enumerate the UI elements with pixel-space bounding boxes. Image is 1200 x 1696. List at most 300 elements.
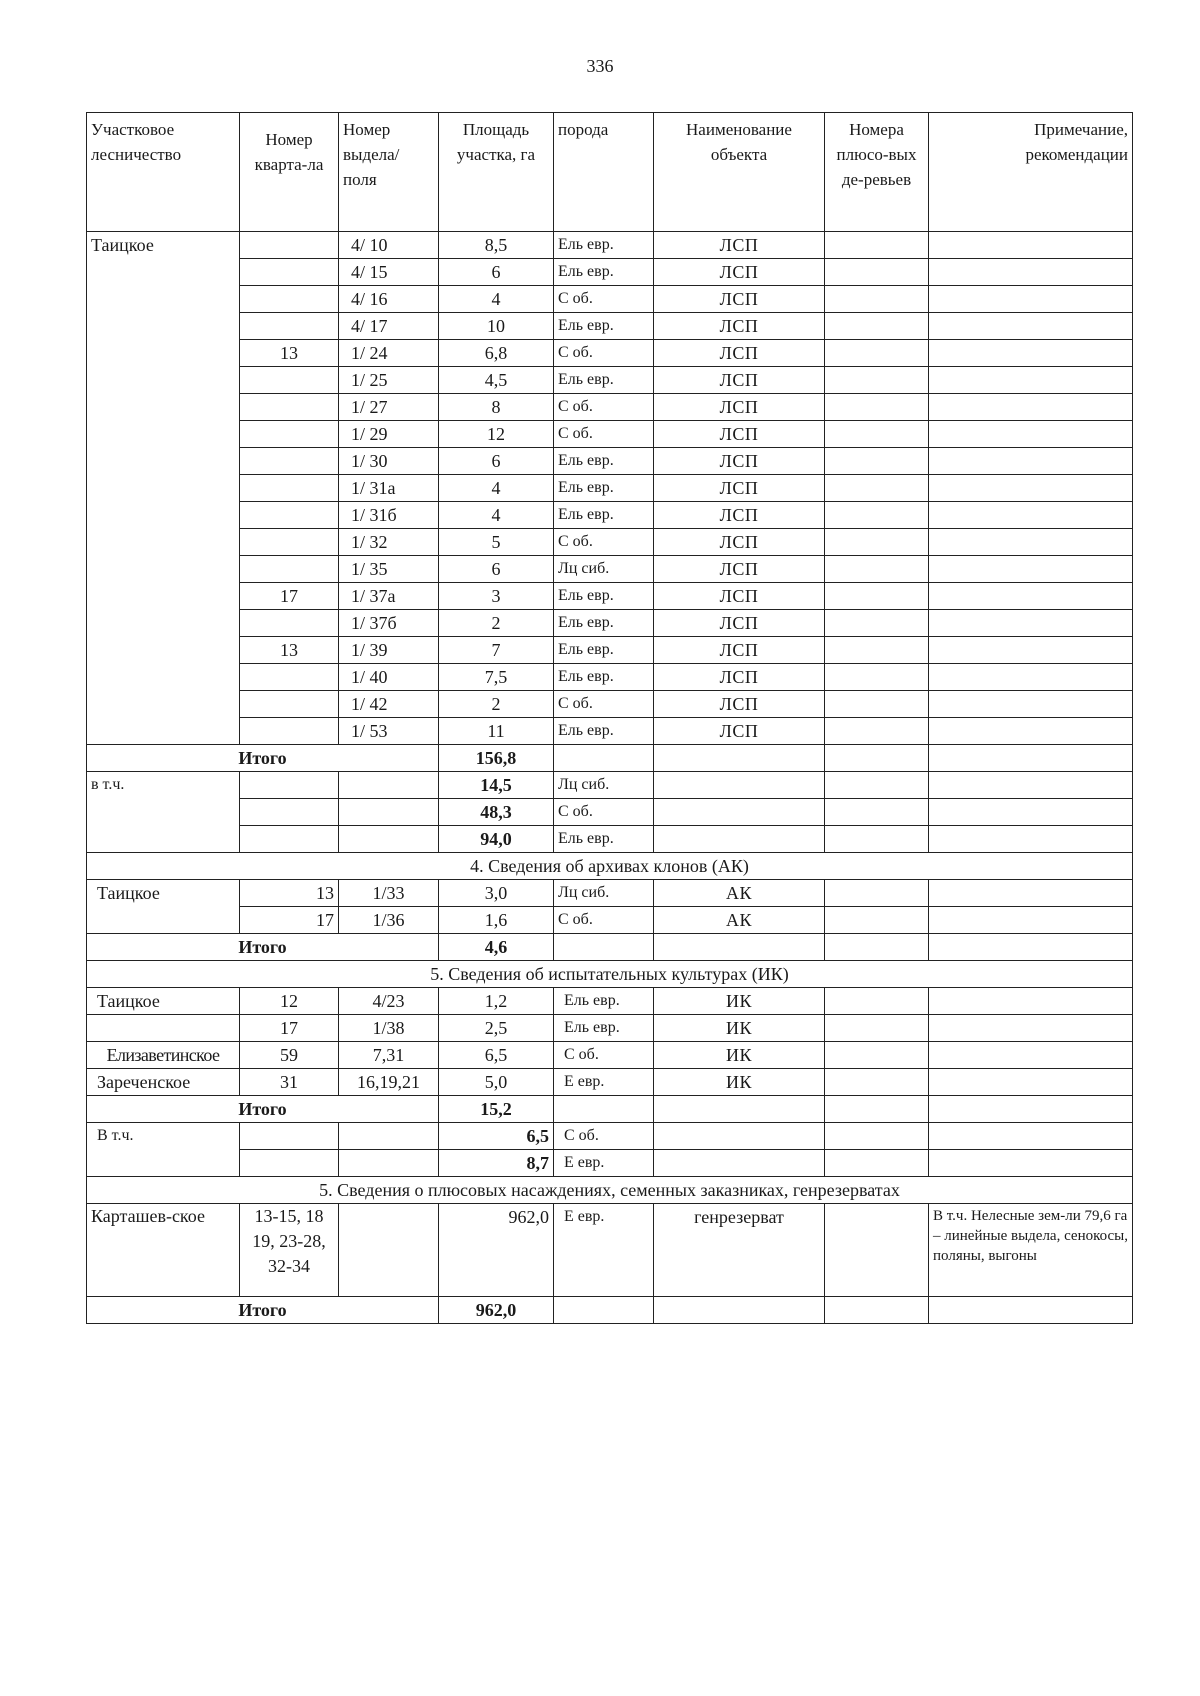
section-cell: 1/ 30	[339, 448, 439, 475]
table-row	[87, 1015, 1133, 1042]
object-cell: АК	[654, 880, 825, 907]
subtotal-area: 48,3	[439, 799, 554, 826]
plus-trees-cell	[825, 988, 929, 1015]
plus-trees-cell	[825, 502, 929, 529]
table-row	[87, 556, 1133, 583]
table-row	[87, 691, 1133, 718]
header-object: Наименование объекта	[654, 113, 825, 232]
empty-cell	[339, 826, 439, 853]
empty-cell	[929, 1096, 1133, 1123]
species-cell: Ель евр.	[554, 718, 654, 745]
area-cell: 5	[439, 529, 554, 556]
total-row	[87, 934, 1133, 961]
total-label: Итого	[87, 745, 439, 772]
total-row	[87, 1096, 1133, 1123]
forestry-cell: Карташев-ское	[87, 1204, 240, 1297]
section-cell: 1/33	[339, 880, 439, 907]
quarter-cell	[240, 610, 339, 637]
empty-cell	[554, 745, 654, 772]
quarter-cell: 31	[240, 1069, 339, 1096]
header-area: Площадь участка, га	[439, 113, 554, 232]
species-cell: Е евр.	[554, 1204, 654, 1297]
area-cell: 6	[439, 259, 554, 286]
empty-cell	[654, 745, 825, 772]
species-cell: С об.	[554, 394, 654, 421]
total-label: Итого	[87, 1096, 439, 1123]
subtotal-species: С об.	[554, 1123, 654, 1150]
quarter-cell: 13	[240, 880, 339, 907]
area-cell: 10	[439, 313, 554, 340]
table-row	[87, 286, 1133, 313]
section-cell: 1/ 32	[339, 529, 439, 556]
object-cell: ЛСП	[654, 286, 825, 313]
quarter-cell	[240, 394, 339, 421]
plus-trees-cell	[825, 1069, 929, 1096]
subtotal-row	[87, 1123, 1133, 1150]
plus-trees-cell	[825, 286, 929, 313]
quarter-cell: 13	[240, 340, 339, 367]
empty-cell	[825, 799, 929, 826]
species-cell: Ель евр.	[554, 367, 654, 394]
header-forestry: Участковое лесничество	[87, 113, 240, 232]
section-cell: 1/ 27	[339, 394, 439, 421]
species-cell: Ель евр.	[554, 259, 654, 286]
section-cell: 1/ 29	[339, 421, 439, 448]
object-cell: ЛСП	[654, 556, 825, 583]
note-cell	[929, 610, 1133, 637]
plus-trees-cell	[825, 259, 929, 286]
table-row	[87, 610, 1133, 637]
object-cell: ЛСП	[654, 448, 825, 475]
species-cell: С об.	[554, 907, 654, 934]
empty-cell	[654, 772, 825, 799]
section-cell: 16,19,21	[339, 1069, 439, 1096]
empty-cell	[825, 745, 929, 772]
quarter-cell	[240, 259, 339, 286]
species-cell: Ель евр.	[554, 988, 654, 1015]
note-cell: В т.ч. Нелесные зем-ли 79,6 га – линейные выдела, сенокосы, поляны, выгоны	[929, 1204, 1133, 1297]
note-cell	[929, 718, 1133, 745]
section-cell: 1/38	[339, 1015, 439, 1042]
section-cell: 1/ 31а	[339, 475, 439, 502]
species-cell: Ель евр.	[554, 637, 654, 664]
table-row	[87, 340, 1133, 367]
table-row	[87, 448, 1133, 475]
section-title: 5. Сведения о плюсовых насаждениях, семенных заказниках, генрезерватах	[87, 1177, 1133, 1204]
quarter-cell	[240, 448, 339, 475]
empty-cell	[339, 772, 439, 799]
note-cell	[929, 907, 1133, 934]
table-row	[87, 637, 1133, 664]
note-cell	[929, 664, 1133, 691]
area-cell: 2	[439, 610, 554, 637]
plus-trees-cell	[825, 718, 929, 745]
subtotal-species: Ель евр.	[554, 826, 654, 853]
quarter-cell	[240, 286, 339, 313]
quarter-cell	[240, 718, 339, 745]
subtotal-species: С об.	[554, 799, 654, 826]
species-cell: С об.	[554, 1042, 654, 1069]
subtotal-row	[87, 826, 1133, 853]
species-cell: Ель евр.	[554, 1015, 654, 1042]
quarter-cell	[240, 421, 339, 448]
plus-trees-cell	[825, 907, 929, 934]
area-cell: 2	[439, 691, 554, 718]
header-row	[87, 113, 1133, 232]
species-cell: Лц сиб.	[554, 556, 654, 583]
forestry-cell: Таицкое	[87, 988, 240, 1015]
subtotal-area: 6,5	[439, 1123, 554, 1150]
forestry-cell: Таицкое	[87, 880, 240, 934]
table-row	[87, 475, 1133, 502]
empty-cell	[825, 1297, 929, 1324]
page-number: 336	[586, 56, 614, 76]
object-cell: ЛСП	[654, 610, 825, 637]
section-cell	[339, 1204, 439, 1297]
area-cell: 3	[439, 583, 554, 610]
section-cell: 1/ 31б	[339, 502, 439, 529]
table-row	[87, 1069, 1133, 1096]
plus-trees-cell	[825, 367, 929, 394]
quarter-cell	[240, 475, 339, 502]
section-cell: 1/ 39	[339, 637, 439, 664]
quarter-cell	[240, 367, 339, 394]
header-quarter: Номер кварта-ла	[240, 113, 339, 232]
quarter-cell: 12	[240, 988, 339, 1015]
note-cell	[929, 529, 1133, 556]
table-row	[87, 529, 1133, 556]
note-cell	[929, 988, 1133, 1015]
table-row	[87, 718, 1133, 745]
note-cell	[929, 583, 1133, 610]
empty-cell	[929, 772, 1133, 799]
incl-label: в т.ч.	[87, 772, 240, 853]
subtotal-area: 94,0	[439, 826, 554, 853]
table-row	[87, 502, 1133, 529]
header-note: Примечание, рекомендации	[929, 113, 1133, 232]
quarter-cell	[240, 691, 339, 718]
area-cell: 8	[439, 394, 554, 421]
plus-trees-cell	[825, 313, 929, 340]
forest-objects-table	[86, 112, 1133, 1324]
area-cell: 3,0	[439, 880, 554, 907]
note-cell	[929, 691, 1133, 718]
object-cell: ЛСП	[654, 394, 825, 421]
quarter-cell: 17	[240, 583, 339, 610]
area-cell: 4,5	[439, 367, 554, 394]
section-cell: 1/ 37а	[339, 583, 439, 610]
plus-trees-cell	[825, 1015, 929, 1042]
empty-cell	[929, 1150, 1133, 1177]
object-cell: ИК	[654, 1042, 825, 1069]
section-cell: 1/ 24	[339, 340, 439, 367]
object-cell: ЛСП	[654, 664, 825, 691]
species-cell: Ель евр.	[554, 502, 654, 529]
plus-trees-cell	[825, 1042, 929, 1069]
empty-cell	[339, 1150, 439, 1177]
table-row	[87, 1204, 1133, 1297]
plus-trees-cell	[825, 475, 929, 502]
section-cell: 7,31	[339, 1042, 439, 1069]
area-cell: 4	[439, 502, 554, 529]
area-cell: 7	[439, 637, 554, 664]
note-cell	[929, 475, 1133, 502]
empty-cell	[554, 934, 654, 961]
empty-cell	[929, 934, 1133, 961]
quarter-cell: 17	[240, 907, 339, 934]
area-cell: 7,5	[439, 664, 554, 691]
table-row	[87, 367, 1133, 394]
note-cell	[929, 313, 1133, 340]
table-row	[87, 1042, 1133, 1069]
plus-trees-cell	[825, 448, 929, 475]
species-cell: Ель евр.	[554, 475, 654, 502]
species-cell: С об.	[554, 421, 654, 448]
plus-trees-cell	[825, 556, 929, 583]
area-cell: 6,5	[439, 1042, 554, 1069]
empty-cell	[339, 799, 439, 826]
subtotal-row	[87, 772, 1133, 799]
object-cell: ЛСП	[654, 475, 825, 502]
section-cell: 1/ 25	[339, 367, 439, 394]
empty-cell	[554, 1096, 654, 1123]
section-title-row	[87, 1177, 1133, 1204]
object-cell: ЛСП	[654, 583, 825, 610]
total-row	[87, 1297, 1133, 1324]
species-cell: Ель евр.	[554, 583, 654, 610]
area-cell: 6,8	[439, 340, 554, 367]
header-plus-trees: Номера плюсо-вых де-ревьев	[825, 113, 929, 232]
section-cell: 1/36	[339, 907, 439, 934]
empty-cell	[825, 934, 929, 961]
quarter-cell	[240, 313, 339, 340]
area-cell: 962,0	[439, 1204, 554, 1297]
area-cell: 8,5	[439, 232, 554, 259]
object-cell: ЛСП	[654, 691, 825, 718]
area-cell: 1,2	[439, 988, 554, 1015]
empty-cell	[825, 1123, 929, 1150]
note-cell	[929, 880, 1133, 907]
section-title-row	[87, 853, 1133, 880]
area-cell: 1,6	[439, 907, 554, 934]
subtotal-species: Е евр.	[554, 1150, 654, 1177]
object-cell: ЛСП	[654, 718, 825, 745]
empty-cell	[339, 1123, 439, 1150]
subtotal-area: 14,5	[439, 772, 554, 799]
total-area: 15,2	[439, 1096, 554, 1123]
header-species: порода	[554, 113, 654, 232]
quarter-cell	[240, 664, 339, 691]
empty-cell	[654, 1297, 825, 1324]
object-cell: ЛСП	[654, 340, 825, 367]
note-cell	[929, 259, 1133, 286]
species-cell: Ель евр.	[554, 664, 654, 691]
quarter-cell	[240, 502, 339, 529]
empty-cell	[654, 799, 825, 826]
note-cell	[929, 232, 1133, 259]
empty-cell	[240, 799, 339, 826]
subtotal-area: 8,7	[439, 1150, 554, 1177]
species-cell: Ель евр.	[554, 448, 654, 475]
section-cell: 1/ 35	[339, 556, 439, 583]
total-label: Итого	[87, 934, 439, 961]
object-cell: ИК	[654, 1069, 825, 1096]
plus-trees-cell	[825, 1204, 929, 1297]
plus-trees-cell	[825, 421, 929, 448]
object-cell: ЛСП	[654, 232, 825, 259]
species-cell: С об.	[554, 529, 654, 556]
object-cell: ЛСП	[654, 637, 825, 664]
note-cell	[929, 394, 1133, 421]
empty-cell	[654, 1150, 825, 1177]
table-body	[87, 232, 1133, 1324]
area-cell: 11	[439, 718, 554, 745]
header-section: Номер выдела/ поля	[339, 113, 439, 232]
plus-trees-cell	[825, 880, 929, 907]
species-cell: Ель евр.	[554, 610, 654, 637]
incl-label: В т.ч.	[87, 1123, 240, 1177]
species-cell: Лц сиб.	[554, 880, 654, 907]
total-label: Итого	[87, 1297, 439, 1324]
total-area: 962,0	[439, 1297, 554, 1324]
object-cell: ЛСП	[654, 529, 825, 556]
subtotal-row	[87, 1150, 1133, 1177]
note-cell	[929, 1015, 1133, 1042]
empty-cell	[554, 1297, 654, 1324]
quarter-cell: 59	[240, 1042, 339, 1069]
subtotal-species: Лц сиб.	[554, 772, 654, 799]
species-cell: С об.	[554, 340, 654, 367]
total-area: 4,6	[439, 934, 554, 961]
empty-cell	[929, 799, 1133, 826]
object-cell: ИК	[654, 988, 825, 1015]
table-row	[87, 313, 1133, 340]
note-cell	[929, 340, 1133, 367]
table-row	[87, 583, 1133, 610]
note-cell	[929, 286, 1133, 313]
plus-trees-cell	[825, 340, 929, 367]
quarter-cell: 13	[240, 637, 339, 664]
section-cell: 4/ 10	[339, 232, 439, 259]
object-cell: ЛСП	[654, 259, 825, 286]
section-cell: 4/ 16	[339, 286, 439, 313]
empty-cell	[654, 1096, 825, 1123]
object-cell: АК	[654, 907, 825, 934]
section-title: 4. Сведения об архивах клонов (АК)	[87, 853, 1133, 880]
quarter-cell: 17	[240, 1015, 339, 1042]
note-cell	[929, 421, 1133, 448]
plus-trees-cell	[825, 637, 929, 664]
object-cell: ЛСП	[654, 502, 825, 529]
plus-trees-cell	[825, 610, 929, 637]
section-cell: 4/ 15	[339, 259, 439, 286]
species-cell: С об.	[554, 286, 654, 313]
table-row	[87, 421, 1133, 448]
note-cell	[929, 1042, 1133, 1069]
plus-trees-cell	[825, 394, 929, 421]
table-row	[87, 988, 1133, 1015]
object-cell: ЛСП	[654, 421, 825, 448]
area-cell: 5,0	[439, 1069, 554, 1096]
empty-cell	[240, 1150, 339, 1177]
section-cell: 1/ 53	[339, 718, 439, 745]
table-row	[87, 232, 1133, 259]
plus-trees-cell	[825, 664, 929, 691]
section-cell: 4/ 17	[339, 313, 439, 340]
total-area: 156,8	[439, 745, 554, 772]
table-row	[87, 907, 1133, 934]
table-row	[87, 394, 1133, 421]
total-row	[87, 745, 1133, 772]
subtotal-row	[87, 799, 1133, 826]
quarter-cell	[240, 556, 339, 583]
section-title: 5. Сведения об испытательных культурах (ИК)	[87, 961, 1133, 988]
quarter-cell	[240, 232, 339, 259]
object-cell: генрезерват	[654, 1204, 825, 1297]
empty-cell	[654, 934, 825, 961]
species-cell: Ель евр.	[554, 313, 654, 340]
plus-trees-cell	[825, 529, 929, 556]
empty-cell	[825, 1096, 929, 1123]
section-title-row	[87, 961, 1133, 988]
area-cell: 4	[439, 286, 554, 313]
area-cell: 4	[439, 475, 554, 502]
section-cell: 1/ 40	[339, 664, 439, 691]
empty-cell	[929, 1123, 1133, 1150]
empty-cell	[240, 826, 339, 853]
object-cell: ЛСП	[654, 367, 825, 394]
empty-cell	[825, 772, 929, 799]
note-cell	[929, 556, 1133, 583]
object-cell: ИК	[654, 1015, 825, 1042]
species-cell: Ель евр.	[554, 232, 654, 259]
note-cell	[929, 448, 1133, 475]
section-cell: 4/23	[339, 988, 439, 1015]
note-cell	[929, 502, 1133, 529]
area-cell: 6	[439, 448, 554, 475]
species-cell: С об.	[554, 691, 654, 718]
species-cell: Е евр.	[554, 1069, 654, 1096]
area-cell: 12	[439, 421, 554, 448]
empty-cell	[240, 1123, 339, 1150]
quarter-cell: 13-15, 18 19, 23-28, 32-34	[240, 1204, 339, 1297]
section-cell: 1/ 37б	[339, 610, 439, 637]
empty-cell	[929, 745, 1133, 772]
plus-trees-cell	[825, 691, 929, 718]
plus-trees-cell	[825, 583, 929, 610]
table-row	[87, 664, 1133, 691]
note-cell	[929, 1069, 1133, 1096]
forestry-cell	[87, 1015, 240, 1042]
area-cell: 2,5	[439, 1015, 554, 1042]
forestry-cell: Зареченское	[87, 1069, 240, 1096]
empty-cell	[654, 826, 825, 853]
empty-cell	[929, 1297, 1133, 1324]
empty-cell	[929, 826, 1133, 853]
section-cell: 1/ 42	[339, 691, 439, 718]
empty-cell	[654, 1123, 825, 1150]
object-cell: ЛСП	[654, 313, 825, 340]
empty-cell	[825, 826, 929, 853]
note-cell	[929, 637, 1133, 664]
quarter-cell	[240, 529, 339, 556]
note-cell	[929, 367, 1133, 394]
forestry-cell: Елизаветинское	[87, 1042, 240, 1069]
plus-trees-cell	[825, 232, 929, 259]
table-row	[87, 880, 1133, 907]
empty-cell	[240, 772, 339, 799]
empty-cell	[825, 1150, 929, 1177]
